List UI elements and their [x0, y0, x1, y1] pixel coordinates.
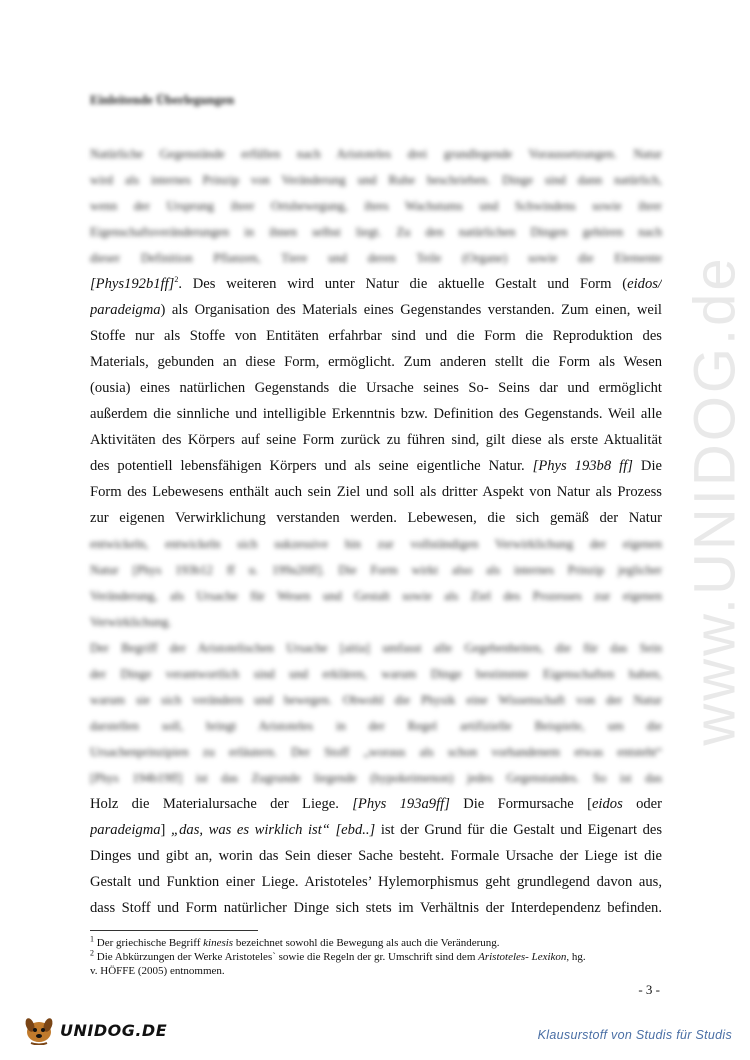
- text-line: Verwirklichung.: [90, 615, 172, 629]
- citation: [ebd..]: [335, 822, 376, 838]
- text-line: [90, 817, 662, 843]
- text-line: wird als internes Prinzip von Veränderung und Ruhe beschrieben. Dinge sind dann natürlich,: [90, 173, 662, 187]
- text-line: [90, 271, 662, 297]
- text-line: Veränderung, als Ursache für Wesen und Gestalt sowie als Ziel des Prozesses zur eigenen: [90, 589, 662, 603]
- text-line: wenn der Ursprung ihrer Ortsbewegung, ihres Wachstums und Schwindens sowie ihrer: [90, 199, 662, 213]
- italic-term: paradeigma: [90, 822, 161, 838]
- footnote-2: [90, 950, 670, 964]
- italic-term: eidos/: [627, 276, 662, 292]
- text-line: zur eigenen Verwirklichung verstanden werden. Lebewesen, die sich gemäß der Natur: [90, 510, 662, 526]
- text-run: , hg.: [566, 951, 586, 963]
- text-line: entwickeln, entwickeln sich sukzessive hin zur vollständigen Verwirklichung der eigenen: [90, 537, 662, 551]
- logo-text: UNIDOG.DE: [60, 1020, 168, 1040]
- text-line: Gestalt und Funktion einer Liege. Aristoteles’ Hylemorphismus geht grundlegend davon aus,: [90, 874, 662, 890]
- text-run: . Des weiteren wird unter Natur die aktuelle Gestalt und Form (: [178, 276, 628, 292]
- text-run: bezeichnet sowohl die Bewegung als auch die Veränderung.: [235, 937, 500, 949]
- text-line: Aktivitäten des Körpers auf seine Form zurück zu führen sind, gilt diese als erste Aktualität: [90, 432, 662, 448]
- text-line: Der Begriff der Aristotelischen Ursache [aitia] umfasst alle Gegebenheiten, die für das Sein: [90, 641, 662, 655]
- text-line: [90, 791, 662, 817]
- italic-term: eidos: [591, 796, 623, 812]
- text-line: Natürliche Gegenstände erfüllen nach Aristoteles drei grundlegende Voraussetzungen. Natur: [90, 147, 662, 161]
- text-line: [90, 297, 662, 323]
- section-heading: Einleitende Überlegungen: [90, 92, 235, 107]
- text-line: Dinges und gibt an, worin das Sein dieser Sache besteht. Formale Ursache der Liege ist die: [90, 848, 662, 864]
- text-line: Natur [Phys 193b12 ff u. 199a20ff]. Die Form wirkt also als internes Prinzip jeglicher: [90, 563, 662, 577]
- italic-term: Aristoteles- Lexikon: [478, 951, 567, 963]
- footnote-divider: [90, 930, 258, 931]
- text-line: Eigenschaftsveränderungen in ihnen selbst liegt. Zu den natürlichen Dingen gehören nach: [90, 225, 662, 239]
- citation: [Phys 193b8 ff]: [532, 458, 633, 474]
- footnote-number: 2: [90, 948, 94, 958]
- text-run: Holz die Materialursache der Liege.: [90, 796, 339, 812]
- text-run: ist der Grund für die Gestalt und Eigenart des: [380, 822, 662, 838]
- unidog-logo: [22, 1015, 167, 1045]
- footer-slogan: Klausurstoff von Studis für Studis: [537, 1028, 732, 1042]
- text-line: Form des Lebewesens enthält auch sein Ziel und soll als dritter Aspekt von Natur als Prozess: [90, 484, 662, 500]
- text-run: ) als Organisation des Materials eines Gegenstandes verstanden. Zum einen, weil: [160, 302, 662, 318]
- footnote-1: [90, 936, 670, 950]
- text-line: außerdem die sinnliche und intelligible Erkenntnis bzw. Definition des Gegenstands. Weil alle: [90, 406, 662, 422]
- text-line: [Phys 194b19ff] ist das Zugrunde liegende (hypokeimenon) jedes Gegenstandes. So ist das: [90, 771, 662, 785]
- watermark-text: www.UNIDOG.de: [682, 254, 748, 746]
- footnote-number: 1: [90, 934, 94, 944]
- footnote-2-continued: v. HÖFFE (2005) entnommen.: [90, 965, 225, 977]
- text-line: [90, 453, 662, 479]
- text-line: Ursachenprinzipien zu erläutern. Der Stoff „woraus als schon vorhandenem etwas entsteht“: [90, 745, 662, 759]
- text-line: (ousia) eines natürlichen Gegenstands die Ursache seines So- Seins dar und ermöglicht: [90, 380, 662, 396]
- text-line: dass Stoff und Form natürlicher Dinge sich stets im Verhältnis der Interdependenz befinden.: [90, 900, 662, 916]
- text-line: warum sie sich verändern und bewegen. Obwohl die Physik eine Wissenschaft von der Natur: [90, 693, 662, 707]
- citation: [Phys192b1ff]: [90, 276, 175, 292]
- text-line: darstellen soll, bringt Aristoteles in der Regel artifizielle Beispiele, um die: [90, 719, 662, 733]
- footnote-ref: 2: [174, 275, 179, 285]
- italic-term: kinesis: [203, 937, 234, 949]
- text-run: Die: [640, 458, 662, 474]
- text-run: Die Abkürzungen der Werke Aristoteles` sowie die Regeln der gr. Umschrift sind dem: [96, 951, 476, 963]
- page-number: - 3 -: [638, 982, 660, 997]
- text-run: ]: [160, 822, 166, 838]
- dog-mascot-icon: [22, 1015, 56, 1045]
- text-run: Der griechische Begriff: [96, 937, 201, 949]
- text-run: Die Formursache [: [463, 796, 592, 812]
- text-line: der Dinge verantwortlich sind und erklären, warum Dinge bestimmte Eigenschaften haben,: [90, 667, 662, 681]
- text-line: dieser Definition Pflanzen, Tiere und deren Teile (Organe) sowie die Elemente: [90, 251, 662, 265]
- italic-term: paradeigma: [90, 302, 161, 318]
- text-run: des potentiell lebensfähigen Körpers und als seine eigentliche Natur.: [90, 458, 525, 474]
- citation: [Phys 193a9ff]: [352, 796, 450, 812]
- quote: „das, was es wirklich ist“: [171, 822, 330, 838]
- text-run: oder: [622, 796, 662, 812]
- text-line: Materials, gebunden an diese Form, ermöglicht. Zum anderen stellt die Form als Wesen: [90, 354, 662, 370]
- text-line: Stoffe nur als Stoffe von Entitäten erfahrbar sind und die Form die Reproduktion des: [90, 328, 662, 344]
- watermark: [655, 254, 750, 746]
